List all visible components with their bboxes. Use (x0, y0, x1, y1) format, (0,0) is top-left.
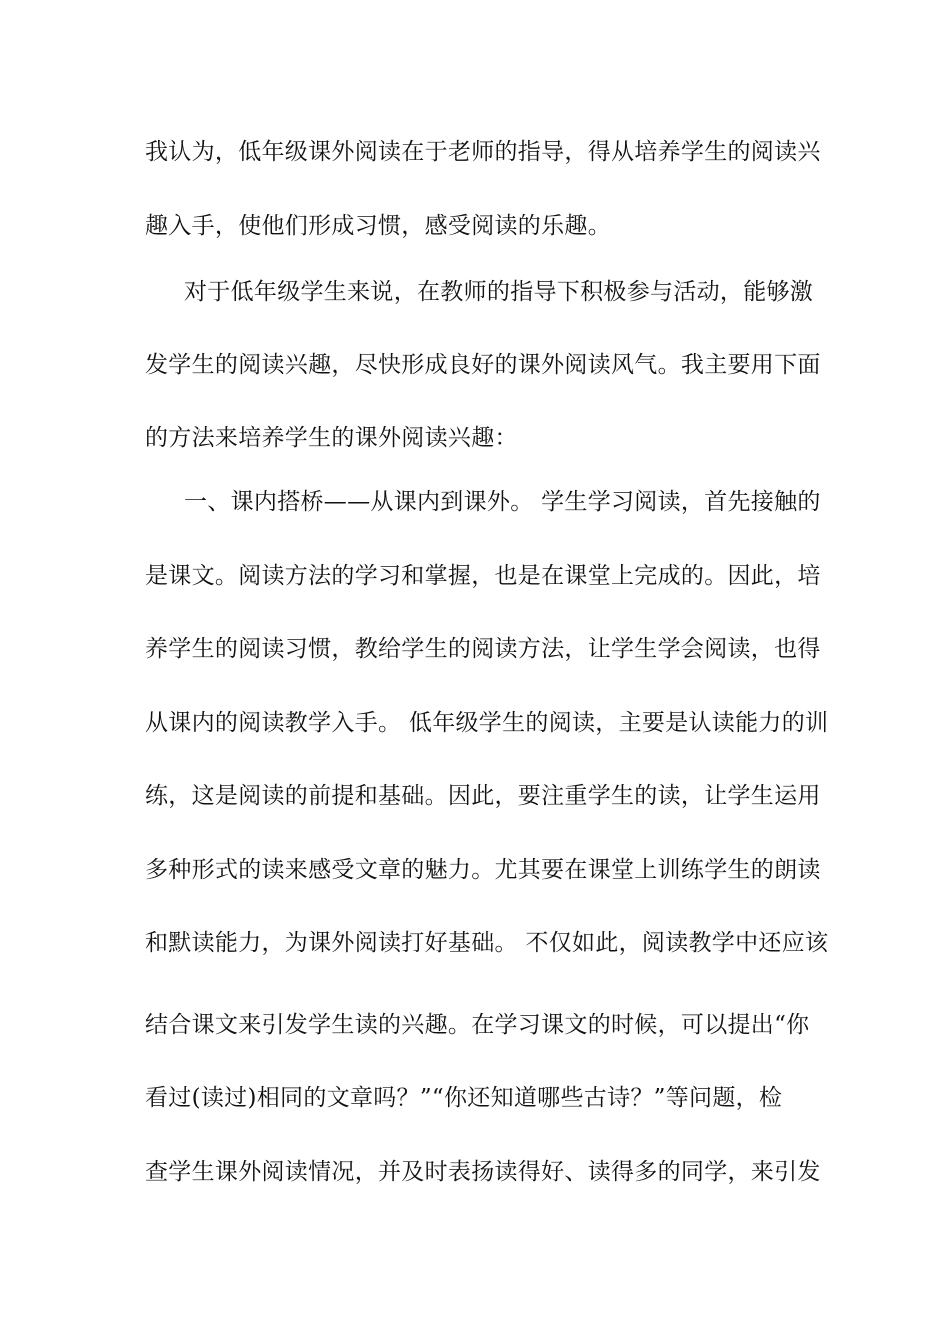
text-line: 的方法来培养学生的课外阅读兴趣： (145, 425, 518, 451)
text-line: 练，这是阅读的前提和基础。因此，要注重学生的读，让学生运用 (145, 783, 821, 809)
text-line: 和默读能力，为课外阅读打好基础。 不仅如此，阅读教学中还应该 (145, 930, 829, 956)
text-line: 趣入手，使他们形成习惯，感受阅读的乐趣。 (145, 213, 611, 239)
text-line: 养学生的阅读习惯，教给学生的阅读方法，让学生学会阅读，也得 (145, 636, 821, 662)
text-line: 我认为，低年级课外阅读在于老师的指导，得从培养学生的阅读兴 (145, 139, 821, 165)
text-line: 查学生课外阅读情况，并及时表扬读得好、读得多的同学，来引发 (145, 1159, 821, 1185)
text-line: 多种形式的读来感受文章的魅力。尤其要在课堂上训练学生的朗读 (145, 857, 821, 883)
text-line: 从课内的阅读教学入手。 低年级学生的阅读，主要是认读能力的训 (145, 710, 829, 736)
text-line: 发学生的阅读兴趣，尽快形成良好的课外阅读风气。我主要用下面 (145, 352, 821, 378)
paragraph-start-line: 一、课内搭桥——从课内到课外。 学生学习阅读，首先接触的 (184, 489, 821, 515)
text-line: 看过(读过)相同的文章吗？”“你还知道哪些古诗？”等问题，检 (145, 1085, 783, 1111)
text-line: 是课文。阅读方法的学习和掌握，也是在课堂上完成的。因此，培 (145, 563, 821, 589)
text-line: 结合课文来引发学生读的兴趣。在学习课文的时候，可以提出“你 (145, 1012, 810, 1038)
paragraph-start-line: 对于低年级学生来说，在教师的指导下积极参与活动，能够激 (184, 279, 814, 305)
